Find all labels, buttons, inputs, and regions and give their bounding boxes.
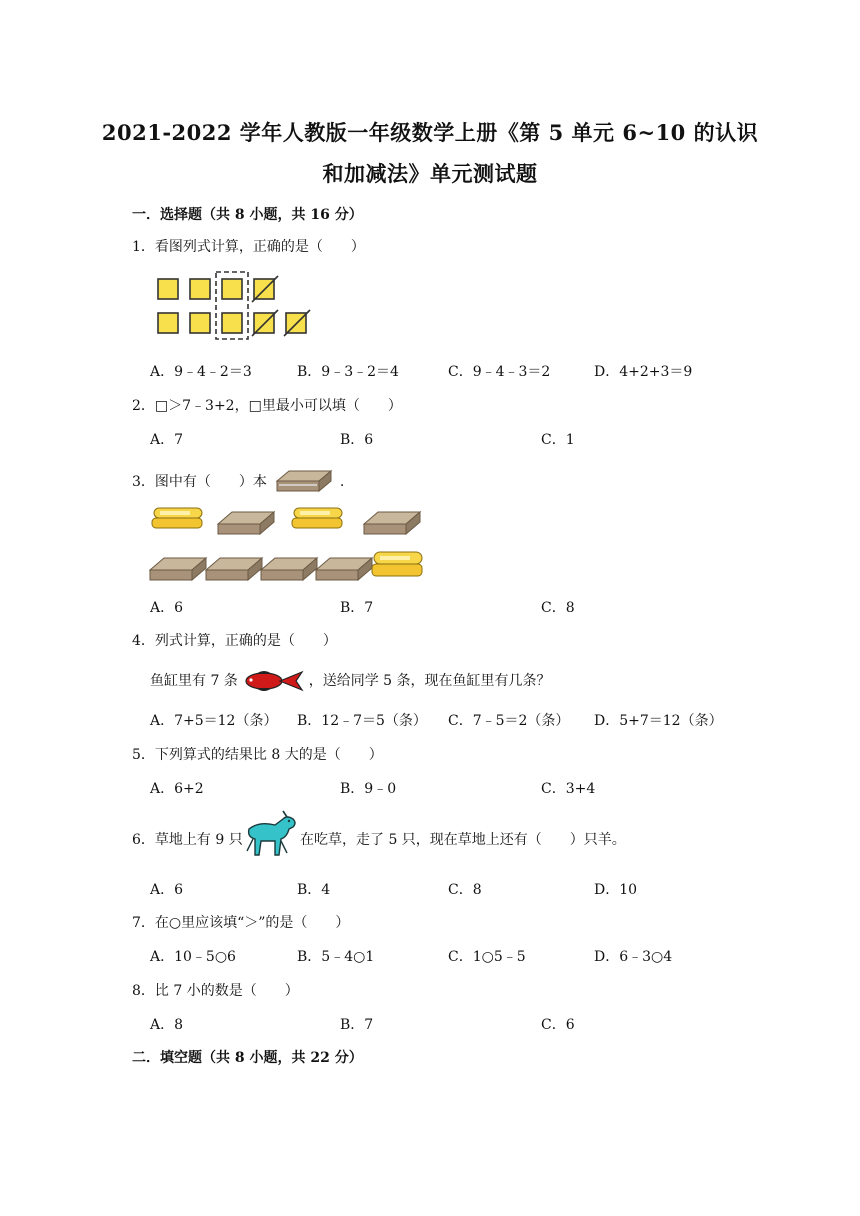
book-icon [150,558,206,580]
question-6-option-b[interactable]: B．4 [297,882,331,898]
books-and-staplers-figure [148,500,430,592]
question-5-option-b[interactable]: B．9﹣0 [340,781,397,797]
question-8-option-b[interactable]: B．7 [340,1017,374,1033]
question-4-option-b[interactable]: B．12﹣7＝5（条） [297,713,427,729]
question-3-stem-text: 3．图中有（ ）本 [132,474,267,490]
question-7-option-a[interactable]: A．10﹣5○6 [150,949,236,965]
stapler-icon [372,552,422,576]
question-3-option-a[interactable]: A．6 [150,600,184,616]
stapler-icon [152,508,202,528]
question-4-text-b: ，送给同学 5 条，现在鱼缸里有几条？ [308,673,551,689]
book-icon [218,512,274,534]
question-6-stem-b: 在吃草，走了 5 只，现在草地上还有（ ）只羊。 [300,832,626,848]
question-1-option-d[interactable]: D．4+2+3＝9 [594,364,693,380]
question-7-option-c[interactable]: C．1○5﹣5 [448,949,526,965]
question-5-option-a[interactable]: A．6+2 [150,781,204,797]
book-icon [261,558,317,580]
question-6-option-d[interactable]: D．10 [594,882,638,898]
question-4-text-a: 鱼缸里有 7 条 [150,673,238,689]
question-4-option-a[interactable]: A．7+5＝12（条） [150,713,278,729]
question-8-stem: 8．比 7 小的数是（ ） [132,983,299,999]
square-grid-figure [152,268,322,340]
question-4-stem: 4．列式计算，正确的是（ ） [132,633,337,649]
question-5-option-c[interactable]: C．3+4 [541,781,596,797]
question-3-stem [132,467,344,497]
question-6-option-a[interactable]: A．6 [150,882,184,898]
question-2-option-a[interactable]: A．7 [150,432,184,448]
question-2-option-c[interactable]: C．1 [541,432,575,448]
section-2-heading: 二．填空题（共 8 小题，共 22 分） [132,1050,363,1066]
stapler-icon [292,508,342,528]
question-4-text [150,670,551,692]
book-icon [273,467,333,497]
question-1-stem: 1．看图列式计算，正确的是（ ） [132,239,365,255]
question-7-option-d[interactable]: D．6﹣3○4 [594,949,673,965]
question-1-option-b[interactable]: B．9﹣3﹣2＝4 [297,364,399,380]
question-5-stem: 5．下列算式的结果比 8 大的是（ ） [132,747,383,763]
question-7-option-b[interactable]: B．5﹣4○1 [297,949,375,965]
book-icon [364,512,420,534]
book-icon [206,558,262,580]
question-1-option-a[interactable]: A．9﹣4﹣2＝3 [150,364,252,380]
question-3-option-c[interactable]: C．8 [541,600,575,616]
book-icon [316,558,372,580]
question-1-option-c[interactable]: C．9﹣4﹣3＝2 [448,364,551,380]
question-2-option-b[interactable]: B．6 [340,432,374,448]
question-3-stem-end: . [339,474,345,490]
fish-icon [242,670,304,692]
question-4-option-d[interactable]: D．5+7＝12（条） [594,713,723,729]
title-line-1: 2021-2022 学年人教版一年级数学上册《第 5 单元 6~10 的认识 [101,120,759,145]
question-6-stem-a: 6．草地上有 9 只 [132,832,243,848]
question-3-option-b[interactable]: B．7 [340,600,374,616]
question-8-option-a[interactable]: A．8 [150,1017,184,1033]
question-8-option-c[interactable]: C．6 [541,1017,575,1033]
question-6-option-c[interactable]: C．8 [448,882,482,898]
section-1-heading: 一．选择题（共 8 小题，共 16 分） [132,207,363,223]
question-7-stem: 7．在○里应该填“＞”的是（ ） [132,915,350,931]
question-2-stem: 2．□＞7﹣3+2，□里最小可以填（ ） [132,398,402,414]
goat-icon [243,809,299,863]
question-4-option-c[interactable]: C．7﹣5＝2（条） [448,713,570,729]
title-line-2: 和加减法》单元测试题 [322,161,538,186]
